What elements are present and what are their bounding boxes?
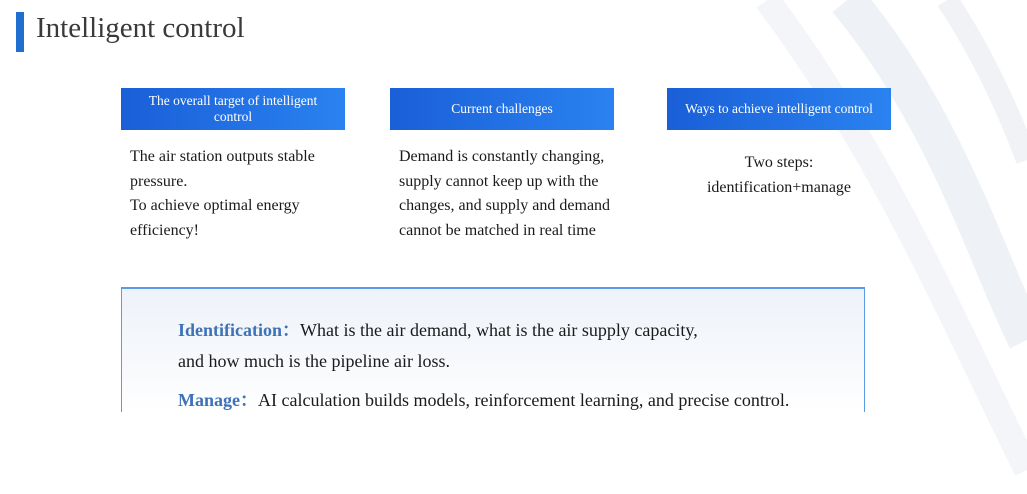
target-header [121,88,345,130]
challenges-text: Demand is constantly changing, supply cannot keep up with the changes, and supply and demand cannot be matched in real time [399,148,611,239]
identification-text-continued: and how much is the pipeline air loss. [178,351,450,371]
identification-line-continued [178,351,450,372]
target-header-label: The overall target of intelligent control [148,93,318,124]
title-accent-bar [16,12,24,52]
background-decoration [727,0,1027,494]
page-title: Intelligent control [36,12,245,44]
ways-header [667,88,891,130]
identification-label: Identification： [178,320,301,340]
ways-text: Two steps: identification+manage [706,154,852,196]
manage-label: Manage： [178,390,258,410]
manage-text: AI calculation builds models, reinforcement learning, and precise control. [258,390,790,410]
identification-line [178,316,698,342]
target-text: The air station outputs stable pressure. To achieve optimal energy efficiency! [130,148,315,239]
challenges-header [390,88,614,130]
challenges-header-label: Current challenges [451,101,553,116]
identification-text: What is the air demand, what is the air supply capacity, [300,320,698,340]
manage-line [178,386,789,412]
ways-header-label: Ways to achieve intelligent control [685,101,873,116]
